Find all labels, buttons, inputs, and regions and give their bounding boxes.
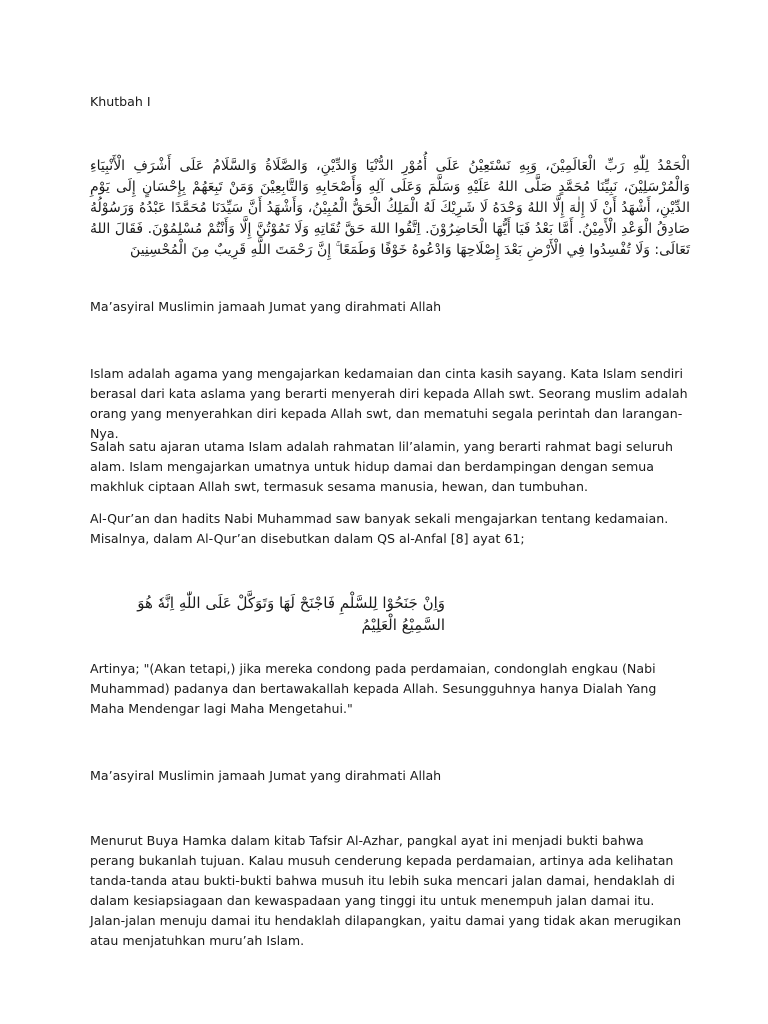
paragraph-islam-definition: Islam adalah agama yang mengajarkan kedamaian dan cinta kasih sayang. Kata Islam sendiri berasal dari kata aslama yang berarti menyerah diri kepada Allah swt. Seorang muslim adalah orang yang menyerahkan diri kepada Allah swt, dan mematuhi segala perintah dan larangan-Nya. bbox=[90, 366, 688, 441]
ayat-arabic-text: وَاِنْ جَنَحُوْا لِلسَّلْمِ فَاجْنَحْ لَهَا وَتَوَكَّلْ عَلَى اللّٰهِ اِنَّهٗ هُوَ السَّمِيْعُ الْعَلِيْمُ bbox=[137, 594, 445, 634]
paragraph-quran-reference: Al-Qur’an dan hadits Nabi Muhammad saw banyak sekali mengajarkan tentang kedamaian. Misalnya, dalam Al-Qur’an disebutkan dalam QS al-Anfal [8] ayat 61; bbox=[90, 511, 669, 546]
opening-arabic-text: الْحَمْدُ لِلّٰهِ رَبِّ الْعَالَمِيْنَ، وَبِهِ نَسْتَعِيْنُ عَلَى أُمُوْرِ الدُّنْيَا وَالدِّيْنِ، وَالصَّلَاةُ وَالسَّلَامُ عَلَى أَشْرَفِ الْأَنْبِيَاءِ وَالْمُرْسَلِيْنَ، نَبِيِّنَا مُحَمَّدٍ صَلَّى اللهُ عَلَيْهِ وَسَلَّمَ وَعَلَى آلِهِ وَأَصْحَابِهِ وَالتَّابِعِيْنَ وَمَنْ تَبِعَهُمْ بِإِحْسَانٍ إِلَى يَوْمِ الدِّيْنِ، أَشْهَدُ أَنْ لَا إِلٰهَ إِلَّا اللهُ وَحْدَهُ لَا شَرِيْكَ لَهُ الْمَلِكُ الْحَقُّ الْمُبِيْنُ، وَأَشْهَدُ أَنَّ سَيِّدَنَا مُحَمَّدًا عَبْدُهُ وَرَسُوْلُهُ صَادِقُ الْوَعْدِ الْأَمِيْنُ. أَمَّا بَعْدُ فَيَا أَيُّهَا الْحَاضِرُوْنَ. اِتَّقُوا اللهَ حَقَّ تُقَاتِهِ وَلَا تَمُوْتُنَّ إِلَّا وَأَنْتُمْ مُسْلِمُوْنَ. فَقَالَ اللهُ تَعَالَى: وَلَا تُفْسِدُوا فِي الْأَرْضِ بَعْدَ إِصْلَاحِهَا وَادْعُوهُ خَوْفًا وَطَمَعًا ۚ إِنَّ رَحْمَتَ اللَّهِ قَرِيبٌ مِنَ الْمُحْسِنِينَ bbox=[90, 158, 690, 258]
salutation-text: Ma’asyiral Muslimin jamaah Jumat yang dirahmati Allah bbox=[90, 299, 442, 314]
salutation-text-2: Ma’asyiral Muslimin jamaah Jumat yang dirahmati Allah bbox=[90, 768, 442, 783]
document-title: Khutbah I bbox=[90, 94, 151, 109]
paragraph-tafsir-al-azhar: Menurut Buya Hamka dalam kitab Tafsir Al-Azhar, pangkal ayat ini menjadi bukti bahwa perang bukanlah tujuan. Kalau musuh cenderung kepada perdamaian, artinya ada kelihatan tanda-tanda atau bukti-bukti bahwa musuh itu lebih suka mencari jalan damai, hendaklah di dalam kesiapsiagaan dan kewaspadaan yang tinggi itu untuk menempuh jalan damai itu. Jalan-jalan menuju damai itu hendaklah dilapangkan, yaitu damai yang tidak akan merugikan atau menjatuhkan muru’ah Islam. bbox=[90, 833, 682, 948]
ayat-translation: Artinya; "(Akan tetapi,) jika mereka condong pada perdamaian, condonglah engkau (Nabi Muhammad) padanya dan bertawakallah kepada Allah. Sesungguhnya hanya Dialah Yang Maha Mendengar lagi Maha Mengetahui." bbox=[90, 661, 657, 716]
paragraph-rahmatan-lil-alamin: Salah satu ajaran utama Islam adalah rahmatan lil’alamin, yang berarti rahmat bagi seluruh alam. Islam mengajarkan umatnya untuk hidup damai dan berdampingan dengan semua makhluk ciptaan Allah swt, termasuk sesama manusia, hewan, dan tumbuhan. bbox=[90, 439, 673, 494]
